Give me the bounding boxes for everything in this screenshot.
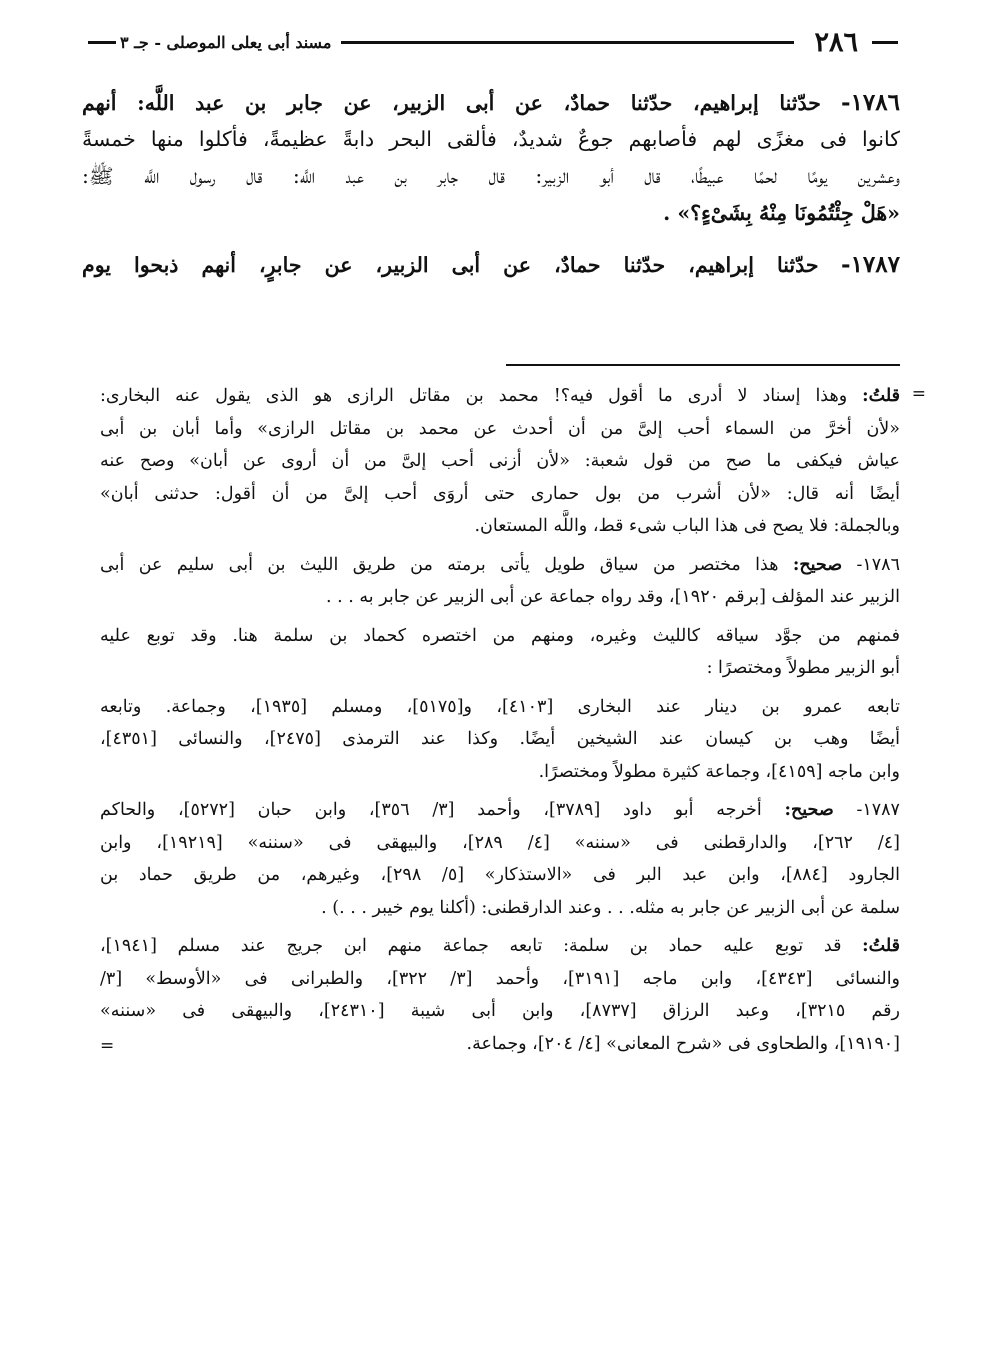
header-dash <box>88 41 116 44</box>
header-rule <box>341 41 794 44</box>
footnote-line: وبالجملة: فلا يصح فى هذا الباب شىء قط، واللَّه المستعان. <box>474 516 900 536</box>
footnote-line: والنسائى [٤٣٤٣]، وابن ماجه [٣١٩١]، وأحمد [٣/ ٣٢٢]، والطبرانى فى «الأوسط» [٣/ <box>100 968 900 989</box>
hadith-1787 <box>82 246 900 283</box>
footnote-line: عياش فيكفى ما صح من قول شعبة: «لأن أزنى أحب إلىَّ من أن أروى عن أبان» وصح عنه <box>100 451 900 471</box>
footnote-line <box>100 380 900 413</box>
book-title: مسند أبى يعلى الموصلى - جـ ٣ <box>120 32 332 52</box>
footnote-line: «لأن أخرَّ من السماء أحب إلىَّ من أن أحدث عن محمد بن مقاتل الرازى» وأما أبان بن أبى <box>100 418 900 439</box>
prophetic-quote: «هَلْ جِئْتُمُونَا مِنْهُ بِشَىْءٍ؟» . <box>663 201 900 225</box>
footnote-line: رقم ٣٢١٥]، وعبد الرزاق [٨٧٣٧]، وابن أبى شيبة [٢٤٣١٠]، والبيهقى فى «سننه» <box>100 1001 900 1021</box>
grade-label: صحيح: <box>792 554 843 575</box>
text-line <box>82 246 900 283</box>
footnote-1786 <box>100 549 900 789</box>
hadith-1786 <box>82 84 900 232</box>
text-line: وعشرين يومًا لحمًا عبيطًا، قال أبو الزبير: قال جابر بن عبد اللَّه: قال رسول اللَّه ﷺ: <box>82 164 900 188</box>
text-segment: هذا مختصر من سياق طويل يأتى برمته من طريق الليث بن أبى سليم عن أبى <box>100 554 779 575</box>
footnote-line: أيضًا أنه قال: «لأن أشرب من بول حمارى حتى أروَى أحب إلىَّ من أن أقول: حدثنى أبان» <box>100 483 900 504</box>
footnote-line: الجارود [٨٨٤]، وابن عبد البر فى «الاستذكار» [٥/ ٢٩٨]، وغيرهم، من طريق حماد بن <box>100 865 900 885</box>
footnote-label: قلتُ: <box>862 386 900 406</box>
header-dash <box>872 41 898 44</box>
hadith-number: ١٧٨٦- <box>841 89 900 116</box>
footnote-line <box>100 549 900 582</box>
footnote-number: ١٧٨٧- <box>856 800 900 820</box>
text-segment: أخرجه أبو داود [٣٧٨٩]، وأحمد [٣/ ٣٥٦]، وابن حبان [٥٢٧٢]، والحاكم <box>100 800 762 820</box>
text-line <box>82 84 900 121</box>
footnote-line: [٤/ ٢٦٢]، والدارقطنى فى «سننه» [٤/ ٢٨٩]، والبيهقى فى «سننه» [١٩٢١٩]، وابن <box>100 832 900 853</box>
footnote-line: الزبير عند المؤلف [برقم ١٩٢٠]، وقد رواه جماعة عن أبى الزبير عن جابر به . . . <box>326 587 900 607</box>
text-segment: حدّثنا إبراهيم، حدّثنا حمادٌ، عن أبى الزبير، عن جابرٍ، أنهم ذبحوا يوم <box>82 253 819 277</box>
footnote-separator <box>506 364 900 366</box>
main-text <box>82 84 900 283</box>
footnote-line <box>100 930 900 963</box>
footnote-line: فمنهم من جوَّد سياقه كالليث وغيره، ومنهم من اختصره كحماد بن سلمة هنا. وقد توبع عليه <box>100 625 900 646</box>
hadith-number: ١٧٨٧- <box>841 251 900 278</box>
footnote-line: [١٩١٩٠]، والطحاوى فى «شرح المعانى» [٤/ ٢٠٤]، وجماعة. <box>466 1033 900 1054</box>
page-number: ٢٨٦ <box>814 26 858 58</box>
continuation-mark: = <box>100 1036 115 1056</box>
text-line: كانوا فى مغزًى لهم فأصابهم جوعٌ شديدٌ، فألقى البحر دابةً عظيمةً، فأكلوا منها خمسةً <box>82 127 900 151</box>
footnote-line: أبو الزبير مطولاً ومختصرًا : <box>706 658 900 678</box>
grade-label: صحيح: <box>784 800 834 820</box>
text-segment: حدّثنا إبراهيم، حدّثنا حمادٌ، عن أبى الزبير، عن جابر بن عبد اللَّه: أنهم <box>82 91 821 115</box>
text-segment: وهذا إسناد لا أدرى ما أقول فيه؟! محمد بن مقاتل الرازى هو الذى يقول عنه البخارى: <box>100 386 848 406</box>
footnotes <box>100 380 926 1060</box>
footnote-qult-1 <box>100 380 926 543</box>
footnote-line <box>100 794 900 827</box>
running-header <box>88 22 898 62</box>
footnote-line: أيضًا وهب بن كيسان عند الشيخين أيضًا. وكذا عند الترمذى [٢٤٧٥]، والنسائى [٤٣٥١]، <box>100 729 900 749</box>
footnote-line: وابن ماجه [٤١٥٩]، وجماعة كثيرة مطولاً ومختصرًا. <box>538 761 900 782</box>
footnote-1787 <box>100 794 900 924</box>
footnote-number: ١٧٨٦- <box>856 554 900 575</box>
footnote-label: قلتُ: <box>862 936 900 956</box>
footnote-line: تابعه عمرو بن دينار عند البخارى [٤١٠٣]، و[٥١٧٥]، ومسلم [١٩٣٥]، وجماعة. وتابعه <box>100 696 900 717</box>
text-segment: قد توبع عليه حماد بن سلمة: تابعه جماعة منهم ابن جريج عند مسلم [١٩٤١]، <box>100 936 842 956</box>
footnote-qult-2 <box>100 930 900 1060</box>
continuation-mark: = <box>911 384 926 404</box>
footnote-line: سلمة عن أبى الزبير عن جابر به مثله. . . وعند الدارقطنى: (أكلنا يوم خيبر . . .) . <box>321 897 900 918</box>
